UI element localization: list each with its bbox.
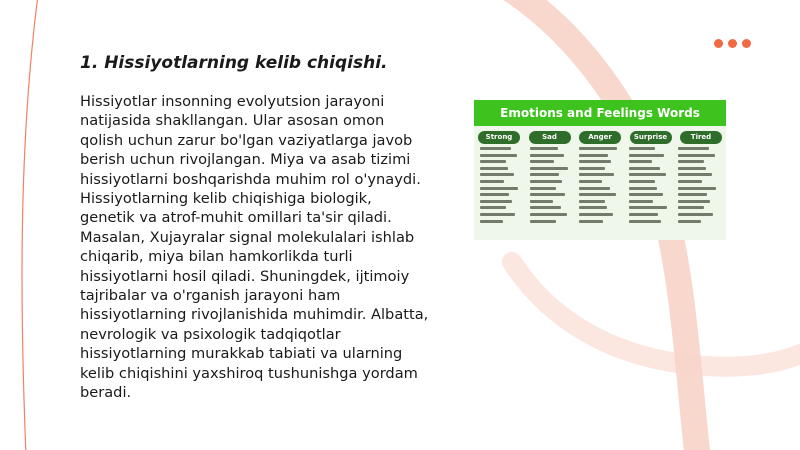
word-line	[579, 193, 616, 196]
figure-title: Emotions and Feelings Words	[474, 100, 726, 126]
word-line	[678, 167, 706, 170]
inner-arc	[512, 262, 800, 367]
word-line	[678, 160, 704, 163]
word-line	[480, 180, 504, 183]
word-line	[629, 220, 661, 223]
word-line	[579, 180, 602, 183]
slide-paragraph: Hissiyotlar insonning evolyutsion jarayoni natijasida shakllangan. Ular asosan omon qolish uchun zarur bo'lgan vaziyatlarga javob berish uchun rivojlangan. Miya va asab tizimi hissiyotlarni boshqarishda muhim rol o'ynaydi. Hissiyotlarning kelib chiqishiga biologik, genetik va atrof-muhit omillari ta'sir qiladi. Masalan, Xujayralar signal molekulalari ishlab chiqarib, miya bilan hamkorlikda turli hissiyotlarni hosil qiladi. Shuningdek, ijtimoiy tajribalar va o'rganish jarayoni ham hissiyotlarning rivojlanishida muhimdir. Albatta, nevrologik va psixologik tadqiqotlar hissiyotlarning murakkab tabiati va ularning kelib chiqishini yaxshiroq tushunishga yordam beradi.	[80, 93, 429, 402]
word-line	[530, 187, 556, 190]
word-line	[678, 213, 713, 216]
category-pill-strong: Strong	[478, 131, 520, 144]
word-line	[530, 193, 565, 196]
word-line	[678, 193, 707, 196]
word-line	[629, 193, 663, 196]
word-line	[629, 200, 653, 203]
word-line	[629, 154, 664, 157]
word-line	[480, 220, 503, 223]
word-line	[480, 167, 508, 170]
category-pill-surprise: Surprise	[630, 131, 672, 144]
word-line	[530, 213, 567, 216]
word-line	[579, 200, 605, 203]
word-column	[480, 147, 524, 226]
word-line	[480, 147, 511, 150]
word-column	[530, 147, 574, 226]
word-line	[678, 200, 710, 203]
word-line	[629, 180, 655, 183]
word-line	[629, 187, 657, 190]
word-line	[530, 220, 556, 223]
word-line	[480, 206, 506, 209]
dot	[714, 39, 723, 48]
word-line	[579, 160, 611, 163]
slide-title: 1. Hissiyotlarning kelib chiqishi.	[80, 53, 388, 73]
left-edge-line	[22, 0, 38, 450]
word-columns	[474, 144, 726, 226]
word-line	[678, 187, 716, 190]
word-line	[629, 167, 660, 170]
word-line	[480, 213, 515, 216]
word-line	[678, 180, 702, 183]
word-line	[530, 173, 559, 176]
word-line	[579, 147, 617, 150]
dot	[742, 39, 751, 48]
word-line	[629, 206, 667, 209]
word-line	[629, 173, 666, 176]
category-pill-sad: Sad	[529, 131, 571, 144]
word-line	[579, 154, 608, 157]
category-pill-tired: Tired	[680, 131, 722, 144]
word-line	[530, 180, 562, 183]
word-line	[530, 154, 564, 157]
word-column	[629, 147, 673, 226]
word-line	[629, 160, 652, 163]
word-line	[678, 147, 709, 150]
word-line	[480, 193, 509, 196]
category-pill-anger: Anger	[579, 131, 621, 144]
word-line	[480, 173, 514, 176]
word-line	[579, 220, 603, 223]
word-line	[579, 173, 614, 176]
word-line	[530, 147, 558, 150]
word-line	[629, 147, 655, 150]
word-line	[530, 206, 561, 209]
word-line	[579, 206, 607, 209]
word-line	[678, 206, 704, 209]
word-line	[480, 160, 506, 163]
word-line	[530, 200, 553, 203]
category-pills	[474, 126, 726, 144]
dot	[728, 39, 737, 48]
emotions-words-image	[474, 100, 726, 240]
word-line	[530, 167, 568, 170]
word-line	[579, 167, 605, 170]
word-line	[579, 187, 610, 190]
word-column	[579, 147, 623, 226]
word-line	[579, 213, 613, 216]
word-line	[629, 213, 658, 216]
word-line	[678, 154, 715, 157]
word-line	[480, 154, 517, 157]
dots-decoration	[714, 39, 751, 48]
word-line	[530, 160, 554, 163]
word-line	[678, 220, 701, 223]
word-line	[480, 200, 512, 203]
word-column	[678, 147, 722, 226]
word-line	[678, 173, 712, 176]
word-line	[480, 187, 518, 190]
